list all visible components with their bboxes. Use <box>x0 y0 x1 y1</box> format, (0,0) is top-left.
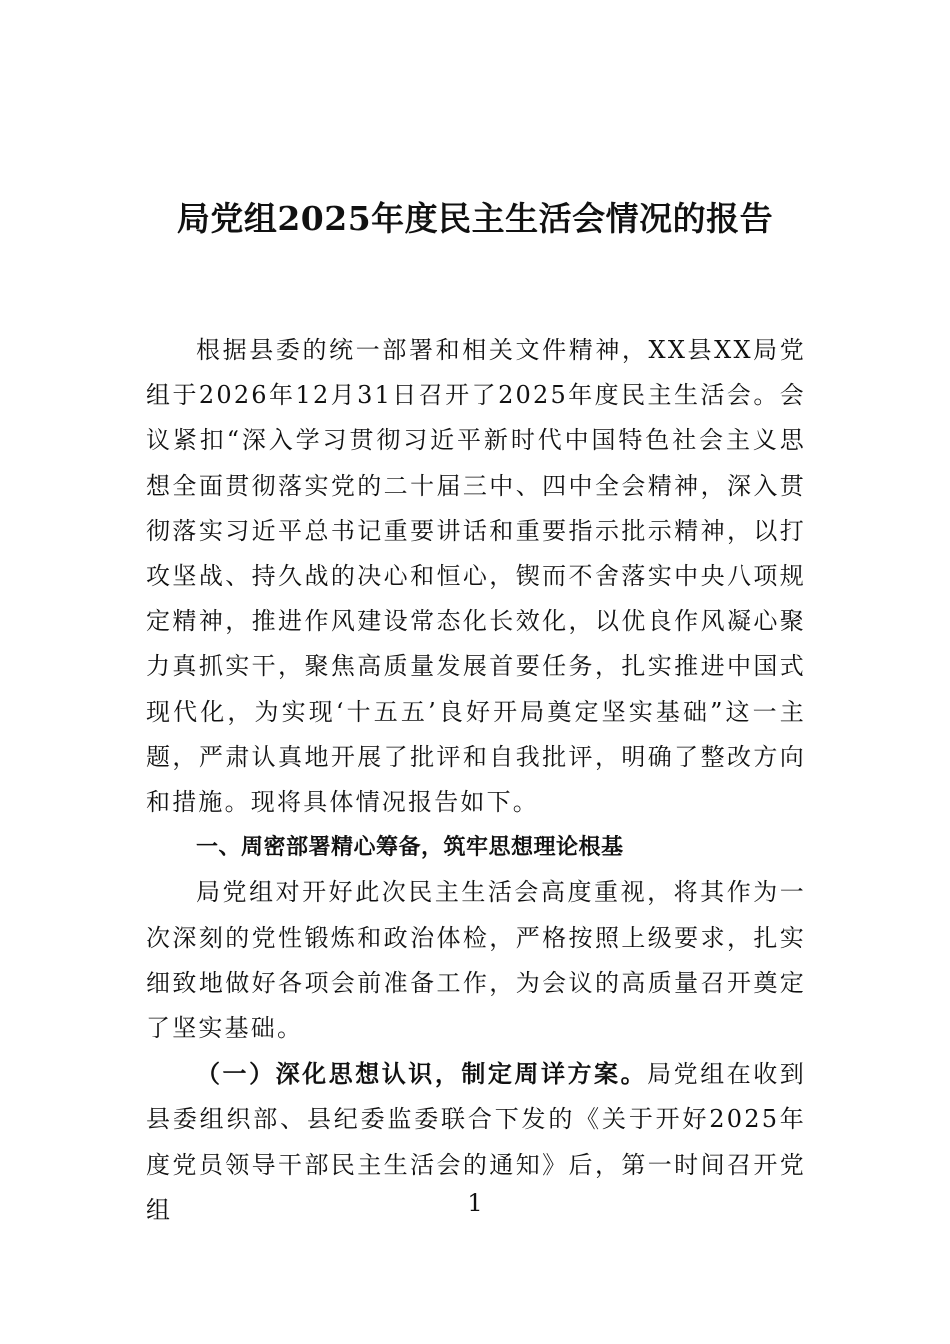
intro-paragraph: 根据县委的统一部署和相关文件精神，XX县XX局党组于2026年12月31日召开了2025年度民主生活会。会议紧扣“深入学习贯彻习近平新时代中国特色社会主义思想全面贯彻落实党的二十届三中、四中全会精神，深入贯彻落实习近平总书记重要讲话和重要指示批示精神，以打攻坚战、持久战的决心和恒心，锲而不舍落实中央八项规定精神，推进作风建设常态化长效化，以优良作风凝心聚力真抓实干，聚焦高质量发展首要任务，扎实推进中国式现代化，为实现‘十五五’良好开局奠定坚实基础”这一主题，严肃认真地开展了批评和自我批评，明确了整改方向和措施。现将具体情况报告如下。 <box>146 336 806 817</box>
section-heading: 一、周密部署精心筹备，筑牢思想理论根基 <box>196 835 624 861</box>
document-title: 局党组2025年度民主生活会情况的报告 <box>176 199 774 238</box>
subsection-label: （一）深化思想认识，制定周详方案。 <box>196 1059 648 1089</box>
page-number: 1 <box>467 1189 483 1217</box>
document-body <box>146 328 806 1233</box>
section-paragraph: 局党组对开好此次民主生活会高度重视，将其作为一次深刻的党性锻炼和政治体检，严格按照上级要求，扎实细致地做好各项会前准备工作，为会议的高质量召开奠定了坚实基础。 <box>146 878 806 1043</box>
subsection-text: 局党组在收到县委组织部、县纪委监委联合下发的《关于开好2025年度党员领导干部民主生活会的通知》后，第一时间召开党组 <box>146 1060 807 1224</box>
